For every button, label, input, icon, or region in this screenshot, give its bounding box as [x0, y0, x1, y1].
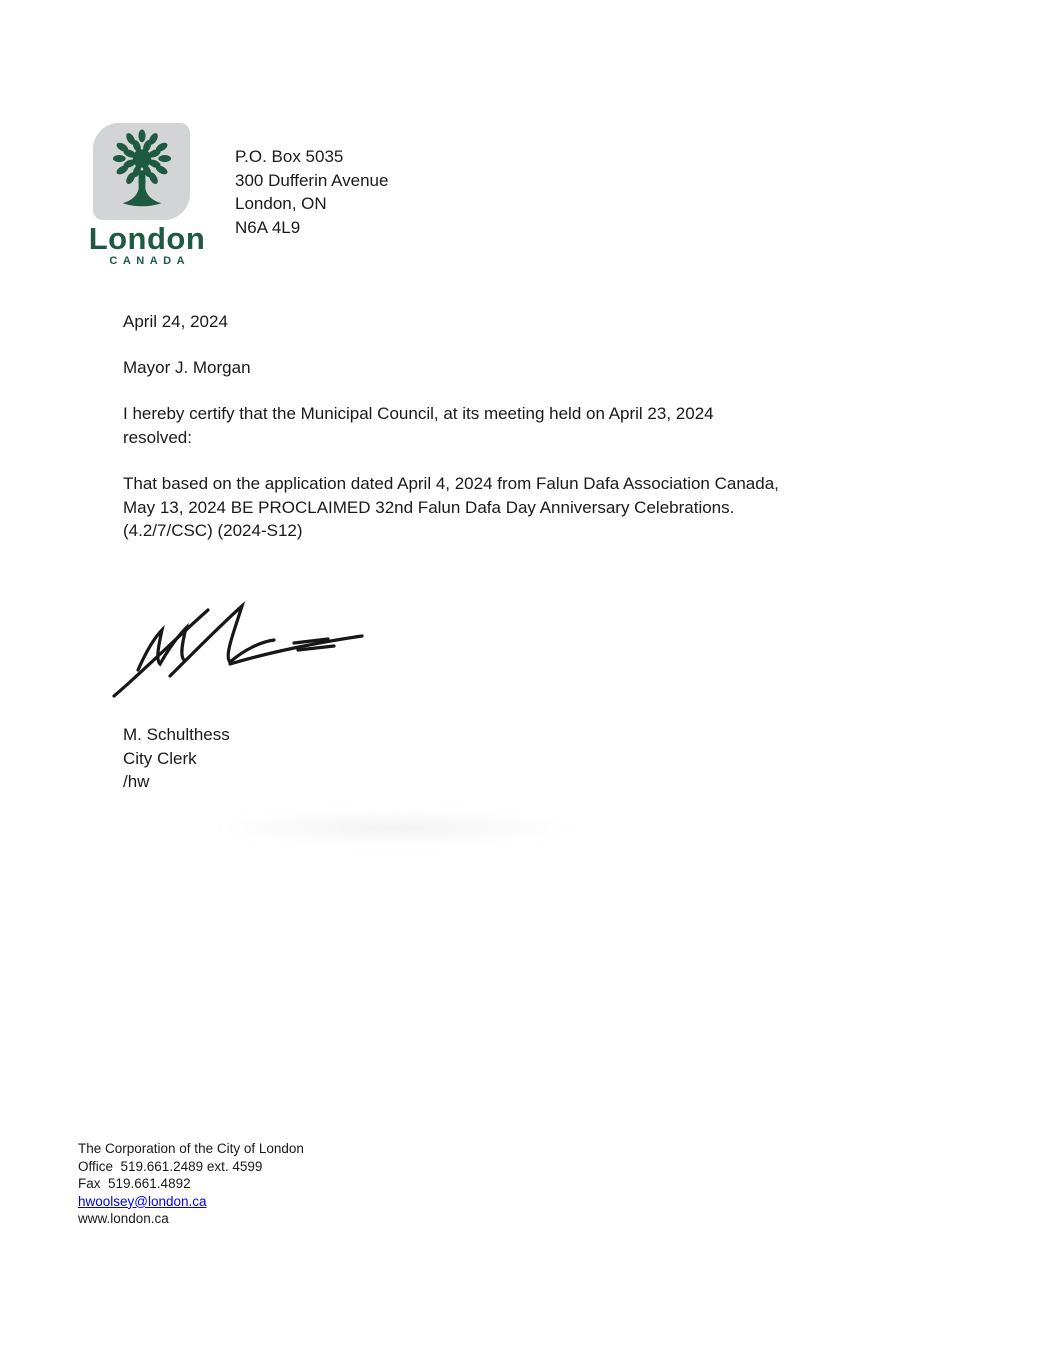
address-line-po-box: P.O. Box 5035 [235, 147, 344, 166]
resolution-paragraph [123, 472, 943, 543]
footer-org-name: The Corporation of the City of London [78, 1141, 304, 1156]
signer-name: M. Schulthess [123, 725, 230, 744]
scan-smudge-artifact [150, 805, 640, 850]
address-line-street: 300 Dufferin Avenue [235, 170, 389, 190]
logo-wordmark: London [88, 221, 206, 256]
resolution-paragraph-line-2: May 13, 2024 BE PROCLAIMED 32nd Falun Dafa Day Anniversary Celebrations. [123, 497, 735, 517]
signer-block [123, 723, 230, 794]
resolution-paragraph-line-1: That based on the application dated April 4, 2024 from Falun Dafa Association Canada, [123, 474, 779, 493]
footer-website: www.london.ca [78, 1211, 169, 1227]
certification-paragraph-line-1: I hereby certify that the Municipal Council, at its meeting held on April 23, 2024 [123, 404, 714, 423]
signer-title: City Clerk [123, 748, 197, 768]
footer-email-link[interactable]: hwoolsey@london.ca [78, 1193, 207, 1209]
footer-contact-block [78, 1140, 304, 1228]
address-line-city: London, ON [235, 194, 327, 213]
certification-paragraph [123, 402, 943, 449]
footer-fax-number: Fax 519.661.4892 [78, 1176, 191, 1192]
handwritten-signature [110, 592, 370, 700]
resolution-paragraph-line-3: (4.2/7/CSC) (2024-S12) [123, 521, 303, 540]
logo-country-label: CANADA [109, 255, 191, 267]
letterhead-address [235, 145, 388, 239]
letter-date: April 24, 2024 [123, 312, 228, 331]
logo-background [93, 123, 190, 220]
letter-recipient: Mayor J. Morgan [123, 358, 251, 377]
address-line-postal: N6A 4L9 [235, 217, 301, 237]
footer-office-phone: Office 519.661.2489 ext. 4599 [78, 1158, 263, 1174]
certification-paragraph-line-2: resolved: [123, 427, 192, 447]
typist-initials: /hw [123, 772, 150, 791]
